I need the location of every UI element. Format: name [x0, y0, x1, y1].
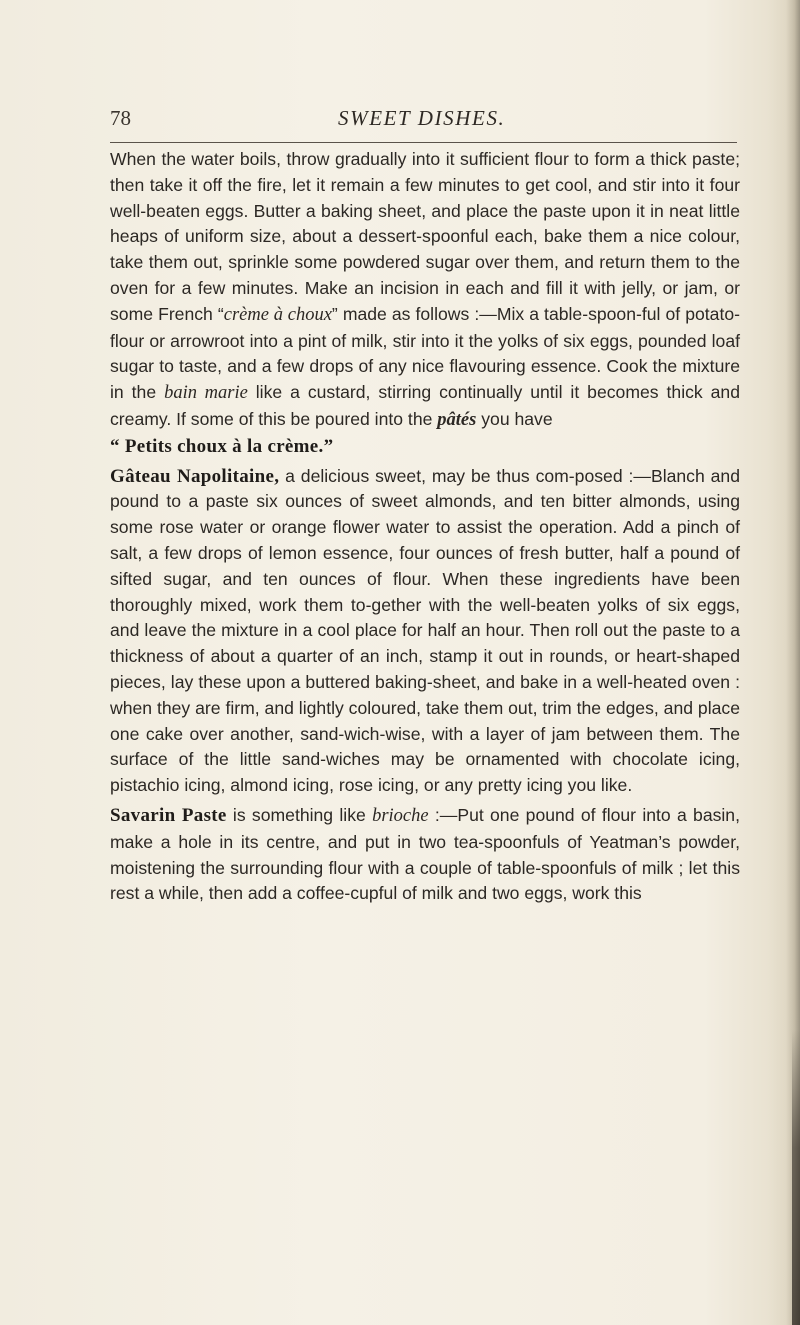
recipe-title-savarin-paste: Savarin Paste	[110, 804, 227, 826]
paragraph-text: When the water boils, throw gradually into it sufficient flour to form a thick paste; then take it off the fire, let it remain a few minutes to get cool, and stir into it four well-beaten eggs. Butter a baking sheet, and place the paste upon it in neat little heaps of uniform size, about a dessert-spoonful each, bake them a nice colour, take them out, sprinkle some powdered sugar over them, and return them to the oven for a few minutes. Make an incision in each and fill it with jelly, or jam, or some French “	[110, 149, 740, 324]
header-rule	[110, 142, 737, 143]
italic-term: crème à choux	[223, 304, 332, 325]
paragraph-text: you have	[476, 408, 553, 429]
recipe-title-petits-choux: “ Petits choux à la crème.”	[110, 435, 334, 457]
paragraph-savarin	[110, 803, 740, 907]
paragraph-text: ” made as follows :—Mix a table-spoon-ful of potato-flour or arrowroot into a pint of milk, stir into it the yolks of six eggs, pounded loaf sugar to taste, and a few drops of any nice flavouring essence. Cook the mixture in the	[110, 303, 740, 403]
page-number: 78	[110, 106, 131, 130]
body-text	[110, 147, 740, 907]
paragraph-text: is something like	[226, 804, 373, 825]
italic-term: bain marie	[164, 383, 248, 404]
running-title: SWEET DISHES.	[338, 106, 506, 130]
paragraph-gateau	[110, 464, 740, 799]
recipe-title-gateau-napolitaine: Gâteau Napolitaine,	[110, 465, 280, 487]
paragraph-text: :—Put one pound of flour into a basin, make a hole in its centre, and put in two tea-spoonfuls of Yeatman’s powder, moistening the surrounding flour with a couple of table-spoonfuls of milk ; let this rest a while, then add a coffee-cupful of milk and two eggs, work this	[110, 804, 740, 904]
paragraph-choux	[110, 147, 740, 460]
page-header	[110, 106, 740, 138]
italic-term: pâtés	[437, 409, 477, 430]
binding-edge	[792, 1030, 800, 1325]
paragraph-text: like a custard, stirring continually until it becomes thick and creamy. If some of this be poured into the	[110, 382, 740, 429]
paragraph-text: a delicious sweet, may be thus com-posed :—Blanch and pound to a paste six ounces of sweet almonds, and ten bitter almonds, using some rose water or orange flower water to assist the operation. Add a pinch of salt, a few drops of lemon essence, four ounces of fresh butter, half a pound of sifted sugar, and ten ounces of flour. When these ingredients have been thoroughly mixed, work them to-gether with the well-beaten yolks of six eggs, and leave the mixture in a cool place for half an hour. Then roll out the paste to a thickness of about a quarter of an inch, stamp it out in rounds, or heart-shaped pieces, lay these upon a buttered baking-sheet, and bake in a well-heated oven : when they are firm, and lightly coloured, take them out, trim the edges, and place one cake over another, sand-wich-wise, with a layer of jam between them. The surface of the little sand-wiches may be ornamented with chocolate icing, pistachio icing, almond icing, rose icing, or any pretty icing you like.	[110, 465, 740, 796]
italic-term: brioche	[372, 805, 429, 826]
